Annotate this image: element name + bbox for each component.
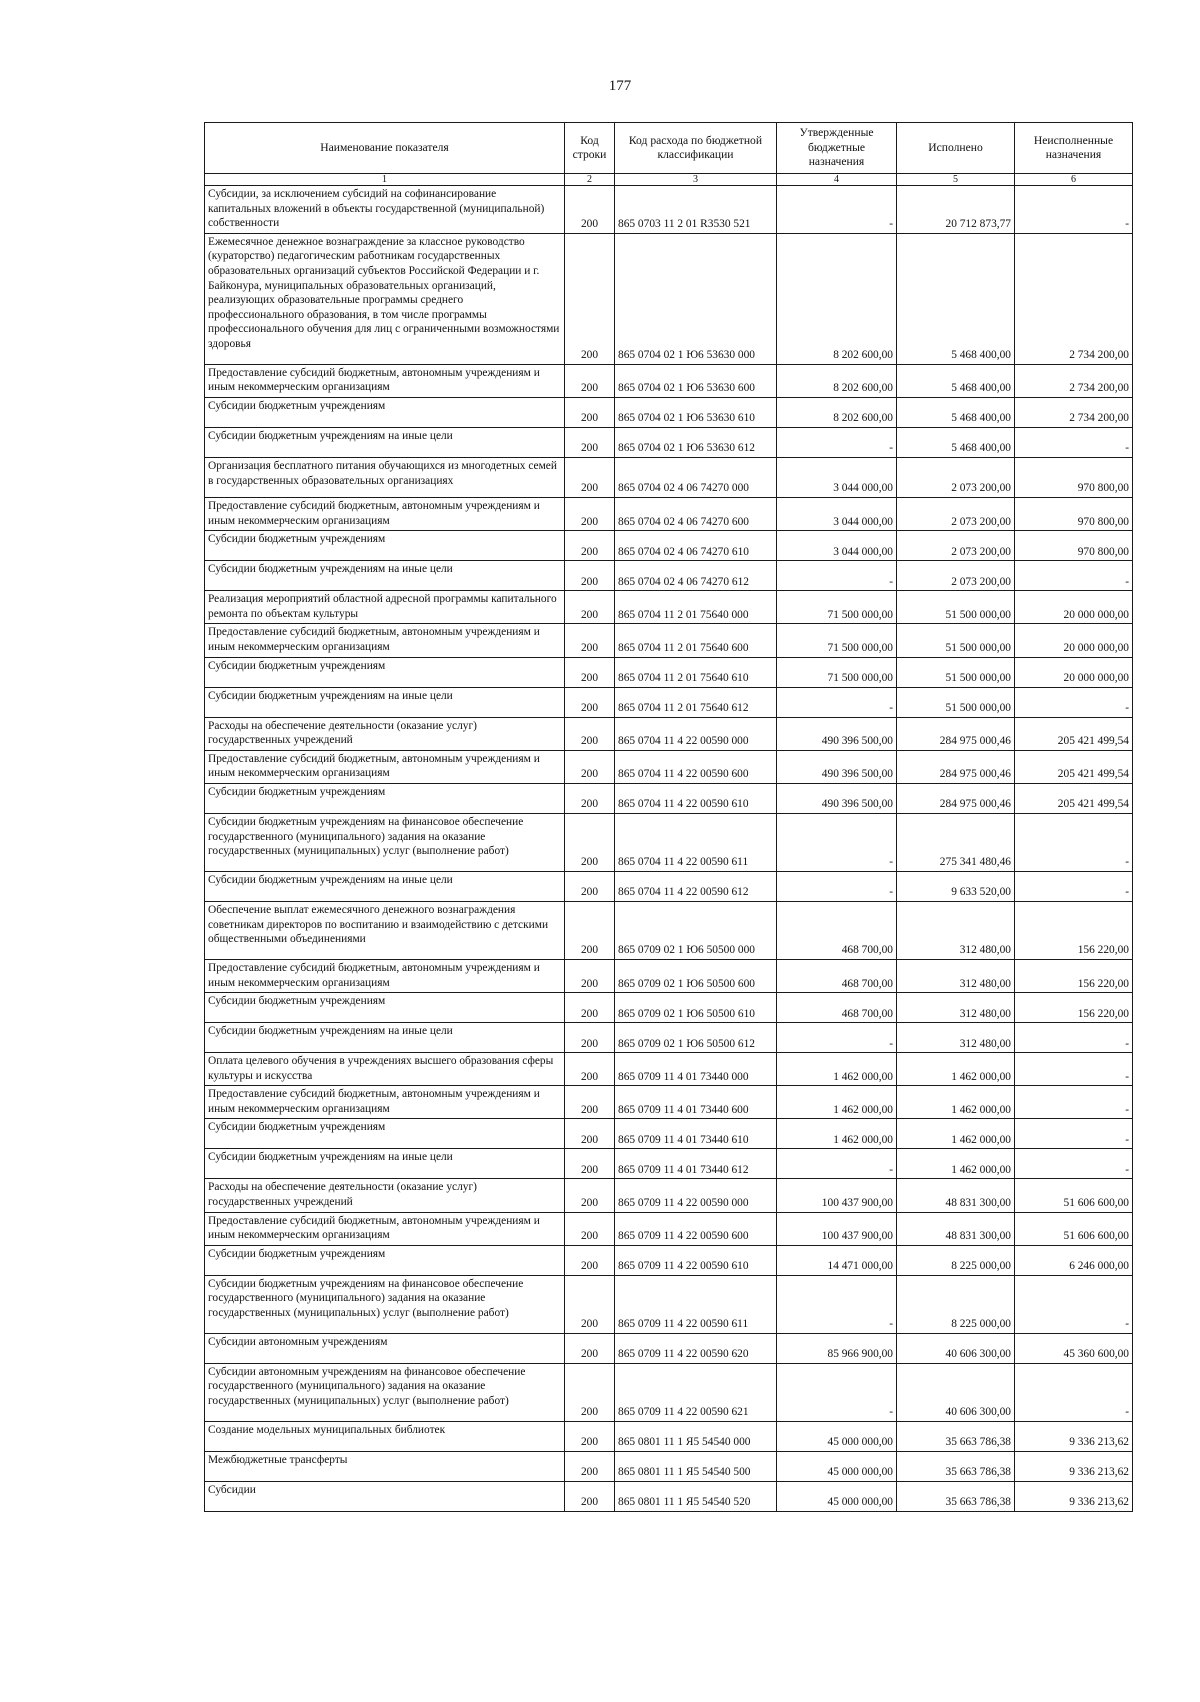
row-line-code: 200 xyxy=(565,1086,615,1119)
row-line-code: 200 xyxy=(565,1275,615,1333)
row-executed-amount: 51 500 000,00 xyxy=(897,624,1015,657)
column-number: 1 xyxy=(205,174,565,186)
row-executed-amount: 1 462 000,00 xyxy=(897,1086,1015,1119)
row-name: Предоставление субсидий бюджетным, автономным учреждениям и иным некоммерческим организациям xyxy=(205,364,565,397)
row-name: Субсидии бюджетным учреждениям на иные цели xyxy=(205,561,565,591)
row-approved-amount: 45 000 000,00 xyxy=(777,1451,897,1481)
row-line-code: 200 xyxy=(565,1053,615,1086)
row-name: Субсидии бюджетным учреждениям xyxy=(205,993,565,1023)
row-budget-code: 865 0704 02 4 06 74270 612 xyxy=(615,561,777,591)
row-executed-amount: 51 500 000,00 xyxy=(897,591,1015,624)
table-row xyxy=(205,1179,1133,1212)
row-line-code: 200 xyxy=(565,871,615,901)
row-unexecuted-amount: 2 734 200,00 xyxy=(1015,364,1133,397)
table-row xyxy=(205,591,1133,624)
row-executed-amount: 40 606 300,00 xyxy=(897,1363,1015,1421)
row-line-code: 200 xyxy=(565,717,615,750)
row-executed-amount: 35 663 786,38 xyxy=(897,1421,1015,1451)
row-unexecuted-amount: 970 800,00 xyxy=(1015,531,1133,561)
row-line-code: 200 xyxy=(565,531,615,561)
row-executed-amount: 312 480,00 xyxy=(897,1023,1015,1053)
row-name: Расходы на обеспечение деятельности (оказание услуг) государственных учреждений xyxy=(205,717,565,750)
column-number: 3 xyxy=(615,174,777,186)
row-line-code: 200 xyxy=(565,186,615,234)
row-approved-amount: 1 462 000,00 xyxy=(777,1086,897,1119)
row-line-code: 200 xyxy=(565,1451,615,1481)
row-budget-code: 865 0704 02 4 06 74270 600 xyxy=(615,497,777,530)
table-body xyxy=(205,186,1133,1512)
table-row xyxy=(205,497,1133,530)
table-row xyxy=(205,457,1133,497)
row-executed-amount: 284 975 000,46 xyxy=(897,783,1015,813)
row-name: Предоставление субсидий бюджетным, автономным учреждениям и иным некоммерческим организациям xyxy=(205,1212,565,1245)
row-budget-code: 865 0709 11 4 22 00590 621 xyxy=(615,1363,777,1421)
row-approved-amount: 71 500 000,00 xyxy=(777,624,897,657)
row-approved-amount: 8 202 600,00 xyxy=(777,397,897,427)
row-executed-amount: 312 480,00 xyxy=(897,901,1015,959)
row-budget-code: 865 0801 11 1 Я5 54540 000 xyxy=(615,1421,777,1451)
row-approved-amount: 71 500 000,00 xyxy=(777,657,897,687)
table-row xyxy=(205,531,1133,561)
row-approved-amount: 3 044 000,00 xyxy=(777,531,897,561)
row-approved-amount: 85 966 900,00 xyxy=(777,1333,897,1363)
row-name: Предоставление субсидий бюджетным, автономным учреждениям и иным некоммерческим организациям xyxy=(205,750,565,783)
row-unexecuted-amount: - xyxy=(1015,1119,1133,1149)
table-row xyxy=(205,1119,1133,1149)
row-name: Реализация мероприятий областной адресной программы капитального ремонта по объектам культуры xyxy=(205,591,565,624)
row-name: Создание модельных муниципальных библиотек xyxy=(205,1421,565,1451)
row-name: Субсидии бюджетным учреждениям xyxy=(205,783,565,813)
row-approved-amount: 45 000 000,00 xyxy=(777,1421,897,1451)
row-budget-code: 865 0704 11 4 22 00590 611 xyxy=(615,813,777,871)
row-unexecuted-amount: 970 800,00 xyxy=(1015,497,1133,530)
row-executed-amount: 40 606 300,00 xyxy=(897,1333,1015,1363)
table-row xyxy=(205,1149,1133,1179)
row-line-code: 200 xyxy=(565,1481,615,1511)
row-line-code: 200 xyxy=(565,1212,615,1245)
table-row xyxy=(205,750,1133,783)
table-row xyxy=(205,233,1133,364)
row-approved-amount: 490 396 500,00 xyxy=(777,717,897,750)
page-number: 177 xyxy=(608,78,632,94)
row-unexecuted-amount: 156 220,00 xyxy=(1015,959,1133,992)
row-unexecuted-amount: - xyxy=(1015,1053,1133,1086)
row-approved-amount: - xyxy=(777,561,897,591)
row-executed-amount: 51 500 000,00 xyxy=(897,657,1015,687)
row-unexecuted-amount: - xyxy=(1015,1275,1133,1333)
row-line-code: 200 xyxy=(565,591,615,624)
table-row xyxy=(205,397,1133,427)
row-approved-amount: 3 044 000,00 xyxy=(777,457,897,497)
table-row xyxy=(205,959,1133,992)
row-approved-amount: 1 462 000,00 xyxy=(777,1053,897,1086)
row-executed-amount: 20 712 873,77 xyxy=(897,186,1015,234)
row-line-code: 200 xyxy=(565,561,615,591)
row-unexecuted-amount: 51 606 600,00 xyxy=(1015,1212,1133,1245)
row-approved-amount: - xyxy=(777,871,897,901)
row-approved-amount: 71 500 000,00 xyxy=(777,591,897,624)
row-approved-amount: 45 000 000,00 xyxy=(777,1481,897,1511)
row-unexecuted-amount: - xyxy=(1015,427,1133,457)
row-name: Субсидии бюджетным учреждениям на иные цели xyxy=(205,871,565,901)
row-budget-code: 865 0704 02 4 06 74270 610 xyxy=(615,531,777,561)
row-unexecuted-amount: 2 734 200,00 xyxy=(1015,397,1133,427)
row-line-code: 200 xyxy=(565,624,615,657)
row-executed-amount: 5 468 400,00 xyxy=(897,427,1015,457)
table-row xyxy=(205,1086,1133,1119)
row-name: Субсидии, за исключением субсидий на софинансирование капитальных вложений в объекты государственной (муниципальной) собственности xyxy=(205,186,565,234)
row-executed-amount: 2 073 200,00 xyxy=(897,531,1015,561)
row-executed-amount: 48 831 300,00 xyxy=(897,1179,1015,1212)
table-row xyxy=(205,657,1133,687)
header-executed: Исполнено xyxy=(897,123,1015,174)
row-unexecuted-amount: - xyxy=(1015,561,1133,591)
row-unexecuted-amount: - xyxy=(1015,687,1133,717)
table-row xyxy=(205,1333,1133,1363)
row-line-code: 200 xyxy=(565,993,615,1023)
row-line-code: 200 xyxy=(565,783,615,813)
table-row xyxy=(205,901,1133,959)
row-budget-code: 865 0709 11 4 22 00590 611 xyxy=(615,1275,777,1333)
budget-execution-table xyxy=(204,122,1133,1512)
row-line-code: 200 xyxy=(565,1333,615,1363)
row-budget-code: 865 0709 02 1 Ю6 50500 610 xyxy=(615,993,777,1023)
header-line-code: Код строки xyxy=(565,123,615,174)
row-unexecuted-amount: - xyxy=(1015,1086,1133,1119)
row-budget-code: 865 0704 02 1 Ю6 53630 000 xyxy=(615,233,777,364)
row-executed-amount: 5 468 400,00 xyxy=(897,233,1015,364)
row-budget-code: 865 0801 11 1 Я5 54540 500 xyxy=(615,1451,777,1481)
row-approved-amount: - xyxy=(777,186,897,234)
column-number: 4 xyxy=(777,174,897,186)
row-executed-amount: 1 462 000,00 xyxy=(897,1119,1015,1149)
row-executed-amount: 2 073 200,00 xyxy=(897,457,1015,497)
row-budget-code: 865 0703 11 2 01 R3530 521 xyxy=(615,186,777,234)
header-approved-assignments: Утвержденные бюджетные назначения xyxy=(777,123,897,174)
table-row xyxy=(205,813,1133,871)
row-unexecuted-amount: 205 421 499,54 xyxy=(1015,783,1133,813)
row-name: Межбюджетные трансферты xyxy=(205,1451,565,1481)
row-line-code: 200 xyxy=(565,901,615,959)
row-executed-amount: 312 480,00 xyxy=(897,993,1015,1023)
row-name: Оплата целевого обучения в учреждениях высшего образования сферы культуры и искусства xyxy=(205,1053,565,1086)
row-unexecuted-amount: 970 800,00 xyxy=(1015,457,1133,497)
row-budget-code: 865 0704 11 2 01 75640 000 xyxy=(615,591,777,624)
table-row xyxy=(205,364,1133,397)
row-line-code: 200 xyxy=(565,397,615,427)
row-unexecuted-amount: 6 246 000,00 xyxy=(1015,1245,1133,1275)
row-approved-amount: 100 437 900,00 xyxy=(777,1212,897,1245)
table-row xyxy=(205,1053,1133,1086)
row-line-code: 200 xyxy=(565,1245,615,1275)
row-unexecuted-amount: 51 606 600,00 xyxy=(1015,1179,1133,1212)
row-name: Субсидии бюджетным учреждениям на финансовое обеспечение государственного (муниципального) задания на оказание государственных (муниципальных) услуг (выполнение работ) xyxy=(205,1275,565,1333)
row-executed-amount: 8 225 000,00 xyxy=(897,1245,1015,1275)
row-executed-amount: 9 633 520,00 xyxy=(897,871,1015,901)
row-budget-code: 865 0704 02 4 06 74270 000 xyxy=(615,457,777,497)
row-name: Субсидии xyxy=(205,1481,565,1511)
row-approved-amount: - xyxy=(777,1149,897,1179)
row-unexecuted-amount: 205 421 499,54 xyxy=(1015,750,1133,783)
column-number: 2 xyxy=(565,174,615,186)
row-unexecuted-amount: 20 000 000,00 xyxy=(1015,657,1133,687)
row-executed-amount: 8 225 000,00 xyxy=(897,1275,1015,1333)
row-unexecuted-amount: 9 336 213,62 xyxy=(1015,1421,1133,1451)
row-name: Субсидии бюджетным учреждениям на иные цели xyxy=(205,427,565,457)
header-budget-classification-code: Код расхода по бюджетной классификации xyxy=(615,123,777,174)
row-approved-amount: 1 462 000,00 xyxy=(777,1119,897,1149)
row-budget-code: 865 0801 11 1 Я5 54540 520 xyxy=(615,1481,777,1511)
row-approved-amount: - xyxy=(777,427,897,457)
row-unexecuted-amount: - xyxy=(1015,1363,1133,1421)
row-executed-amount: 1 462 000,00 xyxy=(897,1149,1015,1179)
table-row xyxy=(205,561,1133,591)
row-line-code: 200 xyxy=(565,1179,615,1212)
row-approved-amount: 468 700,00 xyxy=(777,901,897,959)
row-budget-code: 865 0709 11 4 22 00590 000 xyxy=(615,1179,777,1212)
row-line-code: 200 xyxy=(565,687,615,717)
row-name: Субсидии бюджетным учреждениям xyxy=(205,1119,565,1149)
row-unexecuted-amount: 156 220,00 xyxy=(1015,993,1133,1023)
row-name: Ежемесячное денежное вознаграждение за классное руководство (кураторство) педагогическим работникам государственных образовательных организаций субъектов Российской Федерации и г. Байконура, муниципальных образовательных организаций, реализующих образовательные программы среднего профессионального образования, в том числе программы профессионального обучения для лиц с ограниченными возможностями здоровья xyxy=(205,233,565,364)
row-name: Субсидии автономным учреждениям на финансовое обеспечение государственного (муниципального) задания на оказание государственных (муниципальных) услуг (выполнение работ) xyxy=(205,1363,565,1421)
row-budget-code: 865 0709 11 4 01 73440 000 xyxy=(615,1053,777,1086)
table-row xyxy=(205,1363,1133,1421)
row-approved-amount: 490 396 500,00 xyxy=(777,783,897,813)
table-row xyxy=(205,1481,1133,1511)
row-budget-code: 865 0704 11 2 01 75640 600 xyxy=(615,624,777,657)
row-executed-amount: 5 468 400,00 xyxy=(897,397,1015,427)
row-unexecuted-amount: 45 360 600,00 xyxy=(1015,1333,1133,1363)
column-number: 5 xyxy=(897,174,1015,186)
row-unexecuted-amount: 9 336 213,62 xyxy=(1015,1451,1133,1481)
row-unexecuted-amount: 2 734 200,00 xyxy=(1015,233,1133,364)
row-executed-amount: 2 073 200,00 xyxy=(897,561,1015,591)
row-budget-code: 865 0704 11 4 22 00590 000 xyxy=(615,717,777,750)
row-executed-amount: 35 663 786,38 xyxy=(897,1451,1015,1481)
row-unexecuted-amount: - xyxy=(1015,186,1133,234)
row-executed-amount: 1 462 000,00 xyxy=(897,1053,1015,1086)
row-line-code: 200 xyxy=(565,457,615,497)
row-executed-amount: 5 468 400,00 xyxy=(897,364,1015,397)
row-approved-amount: 468 700,00 xyxy=(777,959,897,992)
row-approved-amount: 8 202 600,00 xyxy=(777,233,897,364)
row-budget-code: 865 0704 11 2 01 75640 612 xyxy=(615,687,777,717)
row-line-code: 200 xyxy=(565,1421,615,1451)
row-budget-code: 865 0704 02 1 Ю6 53630 610 xyxy=(615,397,777,427)
row-approved-amount: 490 396 500,00 xyxy=(777,750,897,783)
row-budget-code: 865 0709 11 4 22 00590 610 xyxy=(615,1245,777,1275)
row-name: Организация бесплатного питания обучающихся из многодетных семей в государственных образовательных организациях xyxy=(205,457,565,497)
row-name: Обеспечение выплат ежемесячного денежного вознаграждения советникам директоров по воспитанию и взаимодействию с детскими общественными объединениями xyxy=(205,901,565,959)
row-unexecuted-amount: - xyxy=(1015,871,1133,901)
row-budget-code: 865 0709 11 4 22 00590 600 xyxy=(615,1212,777,1245)
row-budget-code: 865 0704 02 1 Ю6 53630 612 xyxy=(615,427,777,457)
row-budget-code: 865 0704 11 4 22 00590 612 xyxy=(615,871,777,901)
table-row xyxy=(205,687,1133,717)
row-name: Субсидии бюджетным учреждениям на иные цели xyxy=(205,687,565,717)
table-row xyxy=(205,871,1133,901)
row-executed-amount: 35 663 786,38 xyxy=(897,1481,1015,1511)
row-executed-amount: 275 341 480,46 xyxy=(897,813,1015,871)
row-executed-amount: 2 073 200,00 xyxy=(897,497,1015,530)
table-row xyxy=(205,624,1133,657)
row-approved-amount: 100 437 900,00 xyxy=(777,1179,897,1212)
row-name: Субсидии бюджетным учреждениям на иные цели xyxy=(205,1023,565,1053)
row-executed-amount: 312 480,00 xyxy=(897,959,1015,992)
table-row xyxy=(205,717,1133,750)
row-line-code: 200 xyxy=(565,497,615,530)
row-line-code: 200 xyxy=(565,1149,615,1179)
table-row xyxy=(205,783,1133,813)
row-name: Расходы на обеспечение деятельности (оказание услуг) государственных учреждений xyxy=(205,1179,565,1212)
row-budget-code: 865 0709 11 4 22 00590 620 xyxy=(615,1333,777,1363)
row-executed-amount: 284 975 000,46 xyxy=(897,750,1015,783)
row-budget-code: 865 0704 11 4 22 00590 610 xyxy=(615,783,777,813)
header-unexecuted-assignments: Неисполненные назначения xyxy=(1015,123,1133,174)
row-executed-amount: 48 831 300,00 xyxy=(897,1212,1015,1245)
row-approved-amount: 3 044 000,00 xyxy=(777,497,897,530)
table-row xyxy=(205,1212,1133,1245)
row-budget-code: 865 0704 02 1 Ю6 53630 600 xyxy=(615,364,777,397)
row-executed-amount: 284 975 000,46 xyxy=(897,717,1015,750)
row-approved-amount: - xyxy=(777,1275,897,1333)
row-unexecuted-amount: - xyxy=(1015,813,1133,871)
table-row xyxy=(205,427,1133,457)
table-row xyxy=(205,186,1133,234)
row-approved-amount: - xyxy=(777,1023,897,1053)
column-number-row xyxy=(205,174,1133,186)
row-line-code: 200 xyxy=(565,1023,615,1053)
row-approved-amount: - xyxy=(777,813,897,871)
header-row xyxy=(205,123,1133,174)
row-budget-code: 865 0704 11 4 22 00590 600 xyxy=(615,750,777,783)
row-budget-code: 865 0709 11 4 01 73440 610 xyxy=(615,1119,777,1149)
row-line-code: 200 xyxy=(565,1363,615,1421)
row-budget-code: 865 0704 11 2 01 75640 610 xyxy=(615,657,777,687)
row-unexecuted-amount: 156 220,00 xyxy=(1015,901,1133,959)
row-name: Субсидии бюджетным учреждениям xyxy=(205,531,565,561)
column-number: 6 xyxy=(1015,174,1133,186)
row-name: Предоставление субсидий бюджетным, автономным учреждениям и иным некоммерческим организациям xyxy=(205,497,565,530)
table-row xyxy=(205,1275,1133,1333)
row-line-code: 200 xyxy=(565,364,615,397)
row-line-code: 200 xyxy=(565,427,615,457)
row-name: Субсидии автономным учреждениям xyxy=(205,1333,565,1363)
row-line-code: 200 xyxy=(565,233,615,364)
row-approved-amount: 468 700,00 xyxy=(777,993,897,1023)
row-approved-amount: 8 202 600,00 xyxy=(777,364,897,397)
row-budget-code: 865 0709 02 1 Ю6 50500 612 xyxy=(615,1023,777,1053)
row-name: Субсидии бюджетным учреждениям на иные цели xyxy=(205,1149,565,1179)
row-name: Предоставление субсидий бюджетным, автономным учреждениям и иным некоммерческим организациям xyxy=(205,959,565,992)
table-row xyxy=(205,1023,1133,1053)
row-approved-amount: - xyxy=(777,1363,897,1421)
row-unexecuted-amount: 20 000 000,00 xyxy=(1015,624,1133,657)
row-budget-code: 865 0709 02 1 Ю6 50500 600 xyxy=(615,959,777,992)
row-name: Субсидии бюджетным учреждениям xyxy=(205,397,565,427)
row-executed-amount: 51 500 000,00 xyxy=(897,687,1015,717)
table-row xyxy=(205,1451,1133,1481)
row-unexecuted-amount: - xyxy=(1015,1149,1133,1179)
row-unexecuted-amount: - xyxy=(1015,1023,1133,1053)
table-row xyxy=(205,1245,1133,1275)
row-line-code: 200 xyxy=(565,959,615,992)
row-unexecuted-amount: 9 336 213,62 xyxy=(1015,1481,1133,1511)
row-line-code: 200 xyxy=(565,750,615,783)
row-budget-code: 865 0709 11 4 01 73440 600 xyxy=(615,1086,777,1119)
row-name: Субсидии бюджетным учреждениям xyxy=(205,657,565,687)
row-name: Предоставление субсидий бюджетным, автономным учреждениям и иным некоммерческим организациям xyxy=(205,1086,565,1119)
row-unexecuted-amount: 205 421 499,54 xyxy=(1015,717,1133,750)
row-approved-amount: 14 471 000,00 xyxy=(777,1245,897,1275)
row-line-code: 200 xyxy=(565,813,615,871)
table-row xyxy=(205,993,1133,1023)
row-name: Субсидии бюджетным учреждениям xyxy=(205,1245,565,1275)
row-name: Субсидии бюджетным учреждениям на финансовое обеспечение государственного (муниципального) задания на оказание государственных (муниципальных) услуг (выполнение работ) xyxy=(205,813,565,871)
row-budget-code: 865 0709 02 1 Ю6 50500 000 xyxy=(615,901,777,959)
row-unexecuted-amount: 20 000 000,00 xyxy=(1015,591,1133,624)
row-line-code: 200 xyxy=(565,1119,615,1149)
row-line-code: 200 xyxy=(565,657,615,687)
row-budget-code: 865 0709 11 4 01 73440 612 xyxy=(615,1149,777,1179)
header-indicator-name: Наименование показателя xyxy=(205,123,565,174)
row-approved-amount: - xyxy=(777,687,897,717)
table-row xyxy=(205,1421,1133,1451)
row-name: Предоставление субсидий бюджетным, автономным учреждениям и иным некоммерческим организациям xyxy=(205,624,565,657)
